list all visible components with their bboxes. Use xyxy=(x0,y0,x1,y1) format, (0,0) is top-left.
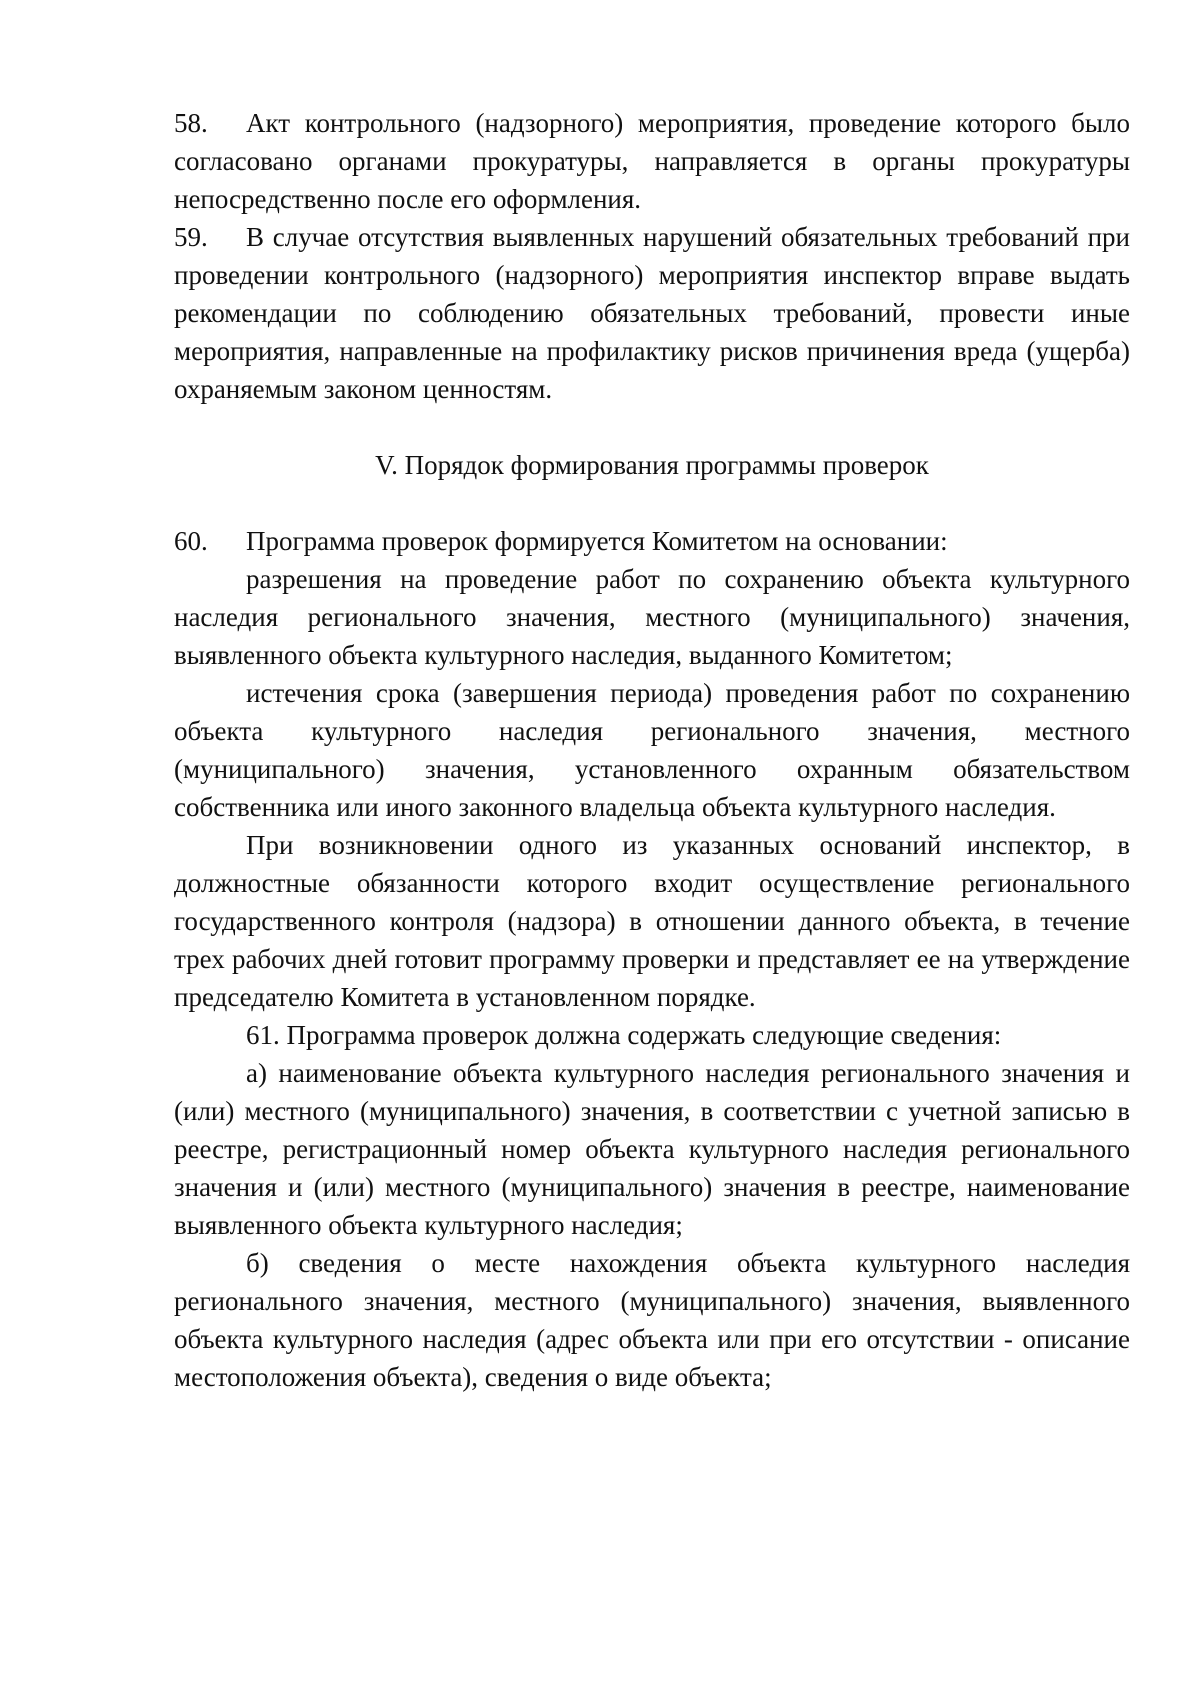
paragraph-text: Акт контрольного (надзорного) мероприятия, проведение которого было согласовано органами прокуратуры, направляется в органы прокуратуры непосредственно после его оформления. xyxy=(174,108,1130,214)
paragraph-60-item-1: разрешения на проведение работ по сохранению объекта культурного наследия регионального значения, местного (муниципального) значения, выявленного объекта культурного наследия, выданного Комитетом; xyxy=(174,564,1130,670)
paragraph-58 xyxy=(174,104,1130,218)
paragraph-61: 61. Программа проверок должна содержать следующие сведения: xyxy=(246,1020,1002,1050)
paragraph-number: 60. xyxy=(174,526,208,556)
paragraph-60 xyxy=(174,522,1130,560)
paragraph-61-b: б) сведения о месте нахождения объекта культурного наследия регионального значения, местного (муниципального) значения, выявленного объекта культурного наследия (адрес объекта или при его отсутствии - описание местоположения объекта), сведения о виде объекта; xyxy=(174,1248,1130,1392)
paragraph-text: В случае отсутствия выявленных нарушений обязательных требований при проведении контрольного (надзорного) мероприятия инспектор вправе выдать рекомендации по соблюдению обязательных требований, провести иные мероприятия, направленные на профилактику рисков причинения вреда (ущерба) охраняемым законом ценностям. xyxy=(174,222,1130,404)
paragraph-text: Программа проверок формируется Комитетом на основании: xyxy=(246,526,948,556)
paragraph-60-tail: При возникновении одного из указанных оснований инспектор, в должностные обязанности которого входит осуществление регионального государственного контроля (надзора) в отношении данного объекта, в течение трех рабочих дней готовит программу проверки и представляет ее на утверждение председателю Комитета в установленном порядке. xyxy=(174,830,1130,1012)
section-heading: V. Порядок формирования программы проверок xyxy=(375,450,929,480)
spacer xyxy=(174,408,1130,446)
paragraph-60-item-2: истечения срока (завершения периода) проведения работ по сохранению объекта культурного наследия регионального значения, местного (муниципального) значения, установленного охранным обязательством собственника или иного законного владельца объекта культурного наследия. xyxy=(174,678,1130,822)
paragraph-number: 58. xyxy=(174,108,208,138)
paragraph-61-a: а) наименование объекта культурного наследия регионального значения и (или) местного (муниципального) значения, в соответствии с учетной записью в реестре, регистрационный номер объекта культурного наследия регионального значения и (или) местного (муниципального) значения в реестре, наименование выявленного объекта культурного наследия; xyxy=(174,1058,1130,1240)
spacer xyxy=(174,484,1130,522)
paragraph-59 xyxy=(174,218,1130,408)
paragraph-number: 59. xyxy=(174,222,208,252)
document-page xyxy=(174,104,1130,1396)
